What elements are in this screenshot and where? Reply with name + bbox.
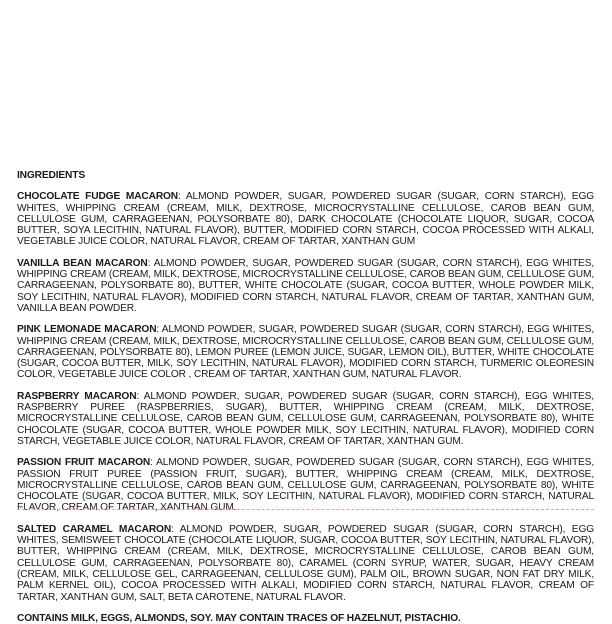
item-ingredients: : ALMOND POWDER, SUGAR, POWDERED SUGAR (SUGAR, CORN STARCH), EGG WHITES, SEMISWEET CHOCOLATE (CHOCOLATE LIQUOR, SUGAR, COCOA BUTTER, SOY LECITHIN, NATURAL FLAVOR), BUTTER, WHIPPING CREAM (CREAM, MILK, DEXTROSE, MICROCRYSTALLINE CELLULOSE, CAROB BEAN GUM, CELLULOSE GUM, CARRAGEENAN, POLYSORBATE 80), CARAMEL (CORN SYRUP, WATER, SUGAR, HEAVY CREAM (CREAM, MILK, CELLULOSE GEL, CARRAGEENAN, CELLULOSE GUM), PALM OIL, BROWN SUGAR, NON FAT DRY MILK, PALM KERNEL OIL), COCOA PROCESSED WITH ALKALI, MODIFIED CORN STARCH, NATURAL FLAVOR, CREAM OF TARTAR, XANTHAN GUM, SALT, BETA CAROTENE, NATURAL FLAVOR. <box>17 523 594 603</box>
item-name: PINK LEMONADE MACARON <box>17 324 157 336</box>
item-ingredients: : ALMOND POWDER, SUGAR, POWDERED SUGAR (SUGAR, CORN STARCH), EGG WHITES, WHIPPING CREAM (CREAM, MILK, DEXTROSE, MICROCRYSTALLINE CELLULOSE, CAROB BEAN GUM, CELLULOSE GUM, CARRAGEENAN, POLYSORBATE 80), DARK CHOCOLATE (CHOCOLATE LIQUOR, SUGAR, COCOA BUTTER, SOYA LECITHIN, NATURAL FLAVOR), BUTTER, MODIFIED CORN STARCH, COCOA PROCESSED WITH ALKALI, VEGETABLE JUICE COLOR, NATURAL FLAVOR, CREAM OF TARTAR, XANTHAN GUM <box>17 191 594 248</box>
item-name: VANILLA BEAN MACARON <box>17 257 148 269</box>
ingredient-item-vanilla-bean <box>17 258 594 314</box>
ingredient-item-passion-fruit <box>17 457 594 513</box>
ingredient-item-salted-caramel <box>17 524 594 603</box>
ingredients-heading: INGREDIENTS <box>17 170 85 181</box>
item-ingredients: : ALMOND POWDER, SUGAR, POWDERED SUGAR (SUGAR, CORN STARCH), EGG WHITES, RASPBERRY PUREE (RASPBERRIES, SUGAR), BUTTER, WHIPPING CREAM (CREAM, MILK, DEXTROSE, MICROCRYSTALLINE CELLULOSE, CAROB BEAN GUM, CELLULOSE GUM, CARRAGEENAN, POLYSORBATE 80), WHITE CHOCOLATE (SUGAR, COCOA BUTTER, WHOLE POWDER MILK, SOY LECITHIN, NATURAL FLAVOR), MODIFIED CORN STARCH, VEGETABLE JUICE COLOR, NATURAL FLAVOR, CREAM OF TARTAR, XANTHAN GUM. <box>17 390 594 447</box>
allergen-statement: CONTAINS MILK, EGGS, ALMONDS, SOY. MAY CONTAIN TRACES OF HAZELNUT, PISTACHIO. <box>17 612 461 624</box>
item-ingredients: : ALMOND POWDER, SUGAR, POWDERED SUGAR (SUGAR, CORN STARCH), EGG WHITES, PASSION FRUIT PUREE (PASSION FRUIT, SUGAR), BUTTER, WHIPPING CREAM (CREAM, MILK, DEXTROSE, MICROCRYSTALLINE CELLULOSE, CAROB BEAN GUM, CELLULOSE GUM, CARRAGEENAN, POLYSORBATE 80), WHITE CHOCOLATE (SUGAR, COCOA BUTTER, MILK, SOY LECITHIN, NATURAL FLAVOR), MODIFIED CORN STARCH, NATURAL FLAVOR, CREAM OF TARTAR, XANTHAN GUM. <box>17 457 595 514</box>
ingredient-item-raspberry <box>17 391 594 447</box>
item-name: PASSION FRUIT MACARON <box>17 457 151 469</box>
ingredients-panel <box>17 170 594 624</box>
dashed-divider <box>17 509 594 510</box>
item-name: CHOCOLATE FUDGE MACARON <box>17 191 179 203</box>
item-ingredients: : ALMOND POWDER, SUGAR, POWDERED SUGAR (SUGAR, CORN STARCH), EGG WHITES, WHIPPING CREAM (CREAM, MILK, DEXTROSE, MICROCRYSTALLINE CELLULOSE, CAROB BEAN GUM, CELLULOSE GUM, CARRAGEENAN, POLYSORBATE 80), LEMON PUREE (LEMON JUICE, SUGAR, LEMON OIL), BUTTER, WHITE CHOCOLATE (SUGAR, COCOA BUTTER, MILK, SOY LECITHIN, NATURAL FLAVOR), MODIFIED CORN STARCH, TURMERIC OLEORESIN COLOR, VEGETABLE JUICE COLOR , CREAM OF TARTAR, XANTHAN GUM, NATURAL FLAVOR. <box>17 324 595 381</box>
item-name: SALTED CARAMEL MACARON <box>17 523 172 535</box>
ingredient-item-pink-lemonade <box>17 324 594 380</box>
item-name: RASPBERRY MACARON <box>17 390 137 402</box>
item-ingredients: : ALMOND POWDER, SUGAR, POWDERED SUGAR (SUGAR, CORN STARCH), EGG WHITES, WHIPPING CREAM (CREAM, MILK, DEXTROSE, MICROCRYSTALLINE CELLULOSE, CAROB BEAN GUM, CELLULOSE GUM, CARRAGEENAN, POLYSORBATE 80), BUTTER, WHITE CHOCOLATE (SUGAR, COCOA BUTTER, WHOLE POWDER MILK, SOY LECITHIN, NATURAL FLAVOR), MODIFIED CORN STARCH, NATURAL FLAVOR, CREAM OF TARTAR, XANTHAN GUM, VANILLA BEAN POWDER. <box>17 257 594 314</box>
ingredient-item-chocolate-fudge <box>17 191 594 247</box>
